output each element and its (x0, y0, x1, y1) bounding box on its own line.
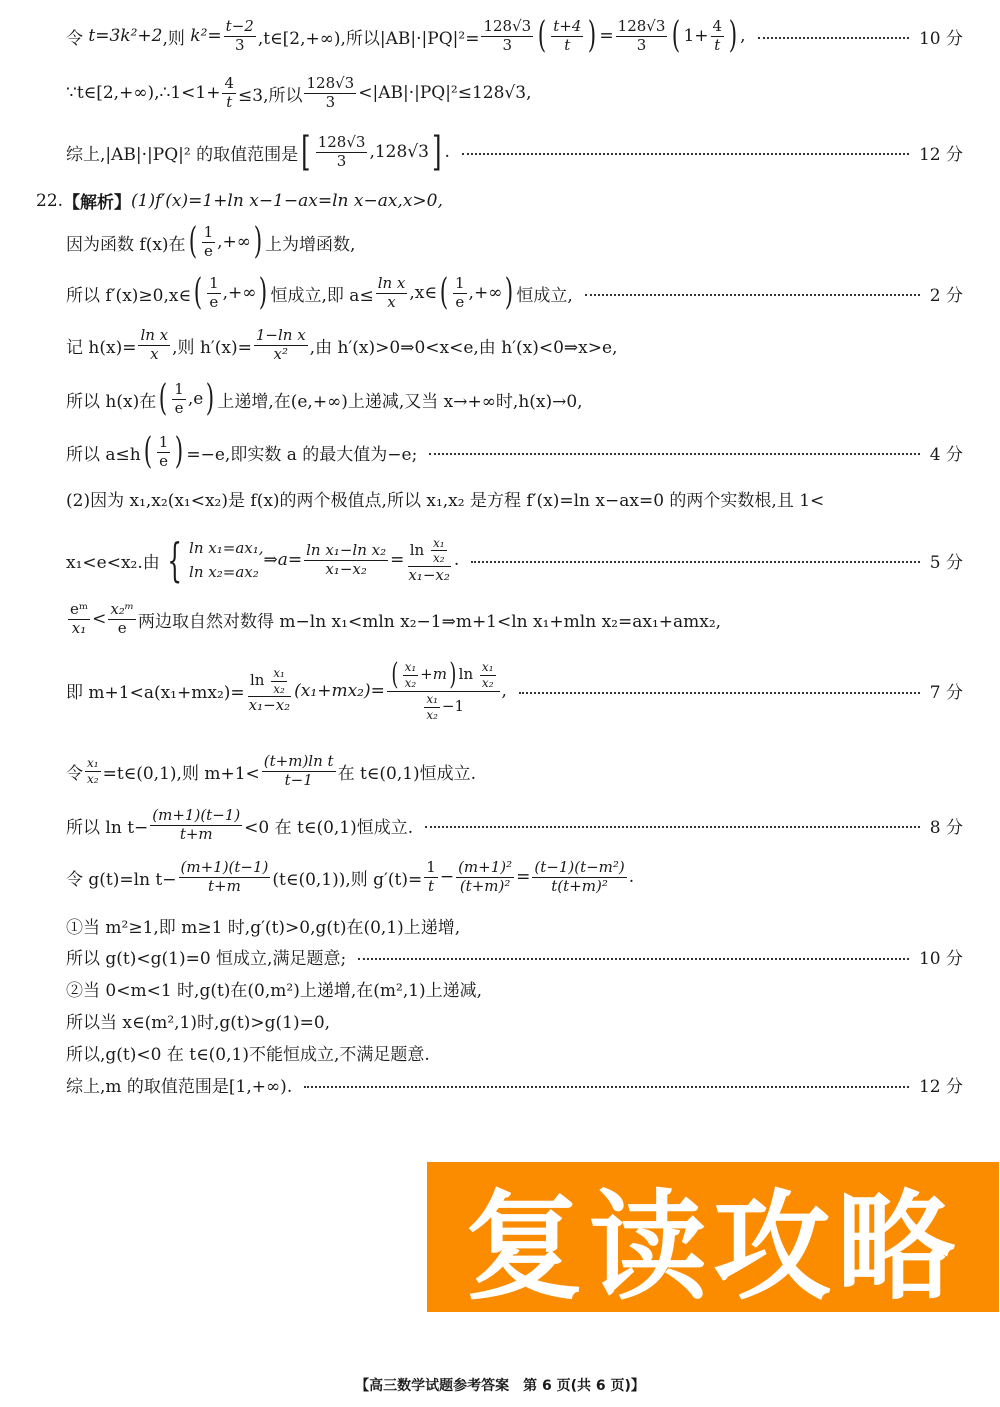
watermark-banner (427, 1162, 999, 1316)
q22-p1-monotonicity: 所以 h(x)在 ( $\frac{1}{e}$ ,e ) 上递增,在(e,+∞)上递减,又当 x→+∞时,h(x)→0, (66, 378, 583, 419)
leader-dots (519, 692, 920, 694)
text: ,则 h′(x)= (172, 337, 252, 358)
text: ,则 (162, 28, 185, 49)
text: 在 t∈(0,1)恒成立. (337, 763, 477, 784)
q21-line-range-bounds (66, 76, 1000, 111)
banner-text: 复读攻略 (464, 1178, 961, 1316)
fraction: $\frac{1}{e}$ (455, 273, 465, 311)
text: 两边取自然对数得 m−ln x₁<mln x₂−1⇒m+1<ln x₁+mln x₂=ax₁+amx₂, (138, 611, 722, 632)
q22-p1-h-function (66, 328, 1000, 363)
score-label: 10 分 (918, 28, 963, 49)
fraction: $\frac{t+4}{t}$ (553, 16, 582, 54)
text: 记 h(x)= (66, 337, 137, 358)
score-label: 12 分 (918, 1077, 963, 1097)
fraction: $\frac{1}{e}$ (158, 432, 169, 470)
math-expr: (1)f′(x)=1+ln x−1−ax=ln x−ax,x>0, (131, 190, 443, 211)
fraction: ( $\frac{\text{x₁}}{\text{x₂}}$ +m ) ln $\frac{\text{x₁}}{\text{x₂}}$ $\frac{\text{x₁}}{\text{x₂}}$ −1 (387, 660, 500, 721)
page-footer: 【高三数学试题参考答案 第 6 页(共 6 页)】 (355, 1378, 645, 1394)
fraction: $\frac{\text{ln x₁−ln x₂}}{\text{x₁−x₂}}$ (306, 540, 387, 578)
text: 综上,|AB|·|PQ|² 的取值范围是 (66, 144, 299, 165)
fraction: $\frac{\text{x₁}}{\text{x₂}}$ (87, 756, 99, 786)
score-label: 8 分 (929, 817, 963, 838)
fraction: ln $\frac{\text{x₁}}{\text{x₂}}$ x₁−x₂ (408, 535, 450, 584)
leader-dots (471, 561, 920, 563)
score-label: 12 分 (918, 144, 963, 165)
fraction: $\frac{(m+1)(t-1)}{t+m}$ (180, 858, 269, 895)
text: 令 (66, 763, 83, 784)
fraction: $\frac{128√3}{3}$ (317, 132, 366, 170)
text: ∵t∈[2,+∞),∴1<1+ (66, 83, 221, 104)
fraction: $\frac{\text{1−ln x}}{\text{x²}}$ (255, 326, 306, 363)
text: 所以,g(t)<0 在 t∈(0,1)不能恒成立,不满足题意. (66, 1045, 430, 1065)
score-label: 4 分 (929, 444, 963, 465)
fraction: $\frac{4}{t}$ (712, 16, 723, 54)
score-label: 7 分 (929, 683, 963, 704)
text: 令 (66, 28, 83, 49)
text: 所以 ln t− (66, 817, 149, 838)
text: 令 g(t)=ln t− (66, 869, 177, 890)
score-label: 5 分 (929, 552, 963, 573)
text: ≤3,所以 (238, 85, 303, 106)
text: 恒成立,即 a≤ (270, 285, 374, 306)
q22-p2-substitute-t (66, 754, 1000, 789)
text: <0 在 t∈(0,1)恒成立. (244, 817, 414, 838)
fraction: $\frac{\text{(t+m)ln t}}{t-1}$ (263, 752, 334, 789)
text: (t∈(0,1)),则 g′(t)= (272, 869, 423, 890)
score-label: 10 分 (918, 949, 963, 969)
leader-dots (425, 826, 920, 828)
fraction: $\frac{128√3}{3}$ (617, 16, 666, 54)
text: ,由 h′(x)>0⇒0<x<e,由 h′(x)<0⇒x>e, (309, 337, 618, 358)
fraction: $\frac{\text{ln x}}{x}$ (377, 273, 406, 311)
text: 所以 h(x)在 (66, 391, 157, 412)
leader-dots (429, 453, 919, 455)
fraction: $\frac{(m+1)(t-1)}{t+m}$ (152, 806, 241, 843)
text: ①当 m²≥1,即 m≥1 时,g′(t)>0,g(t)在(0,1)上递增, (66, 918, 461, 938)
text: <|AB|·|PQ|²≤128√3, (358, 83, 532, 104)
q22-case2-c (66, 1040, 1000, 1065)
text: ②当 0<m<1 时,g(t)在(0,m²)上递增,在(m²,1)上递减, (66, 981, 483, 1001)
text: 恒成立, (516, 285, 573, 306)
text: 综上,m 的取值范围是[1,+∞). (66, 1077, 293, 1097)
q22-case1-b (66, 944, 1000, 969)
q22-header-line (36, 188, 1000, 213)
fraction: $\frac{\text{ln x}}{x}$ (140, 326, 169, 363)
q21-line-conclusion: 综上,|AB|·|PQ|² 的取值范围是 [ $\frac{128√3}{3}$ ,128√3 ] . 12 分 (66, 129, 963, 175)
text: ,t∈[2,+∞),所以|AB|·|PQ|²= (257, 28, 480, 49)
math-expr: t=3k²+2 (88, 26, 163, 46)
text: =t∈(0,1),则 m+1< (102, 763, 260, 784)
fraction: $\frac{\text{x₂ᵐ}}{e}$ (110, 600, 134, 637)
leader-dots (304, 1086, 909, 1088)
leader-dots (462, 153, 909, 155)
fraction: $\frac{128√3}{3}$ (483, 16, 532, 54)
leader-dots (358, 958, 909, 960)
fraction: $\frac{4}{t}$ (224, 74, 235, 111)
text: 所以 a≤h (66, 444, 141, 465)
fraction: $\frac{1}{e}$ (203, 222, 214, 260)
text: =−e,即实数 a 的最大值为−e; (186, 444, 418, 465)
fraction: $\frac{1}{e}$ (209, 273, 219, 311)
text: 上递增,在(e,+∞)上递减,又当 x→+∞时,h(x)→0, (217, 391, 583, 412)
q22-case1-a (66, 913, 1000, 938)
q22-p1-max-a: 所以 a≤h ( $\frac{1}{e}$ ) =−e,即实数 a 的最大值为−e; 4 分 (66, 431, 963, 472)
fraction: $\frac{1}{t}$ (426, 858, 436, 895)
fraction: $\frac{\text{eᵐ}}{\text{x₁}}$ (70, 600, 89, 637)
fraction: $\frac{128√3}{3}$ (306, 74, 355, 111)
text: 所以当 x∈(m²,1)时,g(t)>g(1)=0, (66, 1013, 331, 1033)
equation-system: ln x₁=ax₁, ln x₂=ax₂ (189, 539, 264, 581)
text: 因为函数 f(x)在 (66, 234, 186, 255)
fraction: $\frac{1}{e}$ (174, 379, 184, 417)
text: 上为增函数, (265, 234, 356, 255)
math-expr: k²= (190, 26, 222, 46)
question-number: 22. (36, 190, 64, 211)
q22-conclusion (66, 1072, 1000, 1097)
analysis-tag: 【解析】 (63, 193, 132, 213)
fraction: $\frac{\text{(t−1)(t−m²)}}{\text{t(t+m)²}}$ (534, 858, 625, 895)
text: 所以 f′(x)≥0,x∈ (66, 285, 192, 306)
leader-dots (585, 294, 920, 296)
q22-p1-condition: 所以 f′(x)≥0,x∈ ( $\frac{1}{e}$ ,+∞ ) 恒成立,即 a≤ $\frac{\text{ln x}}{x}$ ,x∈ ( $\frac{1}{e}$ ,+∞ ) 恒成立, 2 分 (66, 272, 963, 313)
text: 所以 g(t)<g(1)=0 恒成立,满足题意; (66, 949, 347, 969)
q21-line-t-substitution: 令 t=3k²+2 ,则 k²= $\frac{t-2}{3}$ ,t∈[2,+∞),所以|AB|·|PQ|²= $\frac{128√3}{3}$ ( $\frac{t+4}{t}$ ) = $\frac{128√3}{3}$ ( 1+ $\frac{4}{t}$ ) , 10 分 (66, 15, 963, 56)
score-label: 2 分 (929, 285, 963, 306)
q22-p1-increasing: 因为函数 f(x)在 ( $\frac{1}{e}$ ,+∞ ) 上为增函数, (66, 221, 356, 262)
brace: { (167, 533, 182, 587)
q22-case2-b (66, 1008, 1000, 1033)
q22-p2-log-inequality: $\frac{\text{eᵐ}}{\text{x₁}}$ < $\frac{\text{x₂ᵐ}}{e}$ 两边取自然对数得 m−ln x₁<mln x₂−1⇒m+1<ln x₁+mln x₂=ax₁+amx₂, (70, 600, 722, 637)
leader-dots (758, 37, 909, 39)
text: 即 m+1<a(x₁+mx₂)= (66, 683, 245, 704)
q22-p2-g-function: 令 g(t)=ln t− $\frac{(m+1)(t-1)}{t+m}$ (t∈(0,1)),则 g′(t)= $\frac{1}{t}$ − $\frac{\text{(m+1)²}}{\text{(t+m)²}}$ = $\frac{\text{(t−1)(t−m²)}}{\text{t(t+m)²}}$ . (66, 858, 635, 895)
q22-case2-a (66, 976, 1000, 1001)
q22-p2-rewrite: 即 m+1<a(x₁+mx₂)= ln $\frac{\text{x₁}}{\text{x₂}}$ x₁−x₂ (x₁+mx₂)= ( $\frac{\text{x₁}}{\text{x₂}}$ +m ) ln $\frac{\text{x₁}}{\text{x₂}}$ $\frac{\text{x₁}}{\text{x₂}}$ −1 , 7 分 (66, 657, 963, 722)
q22-p2-system: x₁<e<x₂.由 { ln x₁=ax₁, ln x₂=ax₂ ⇒a= $\frac{\text{ln x₁−ln x₂}}{\text{x₁−x₂}}$ = ln $\frac{\text{x₁}}{\text{x₂}}$ x₁−x₂ . 5 分 (66, 533, 963, 587)
fraction: $\frac{t-2}{3}$ (225, 16, 254, 54)
q22-p2-ln-inequality (66, 808, 1000, 843)
text: (2)因为 x₁,x₂(x₁<x₂)是 f(x)的两个极值点,所以 x₁,x₂ 是方程 f′(x)=ln x−ax=0 的两个实数根,且 1< (66, 491, 825, 511)
q22-p2-intro (66, 486, 1000, 511)
fraction: ln $\frac{\text{x₁}}{\text{x₂}}$ x₁−x₂ (248, 666, 291, 715)
fraction: $\frac{\text{(m+1)²}}{\text{(t+m)²}}$ (458, 858, 513, 895)
text: x₁<e<x₂.由 (66, 552, 160, 573)
